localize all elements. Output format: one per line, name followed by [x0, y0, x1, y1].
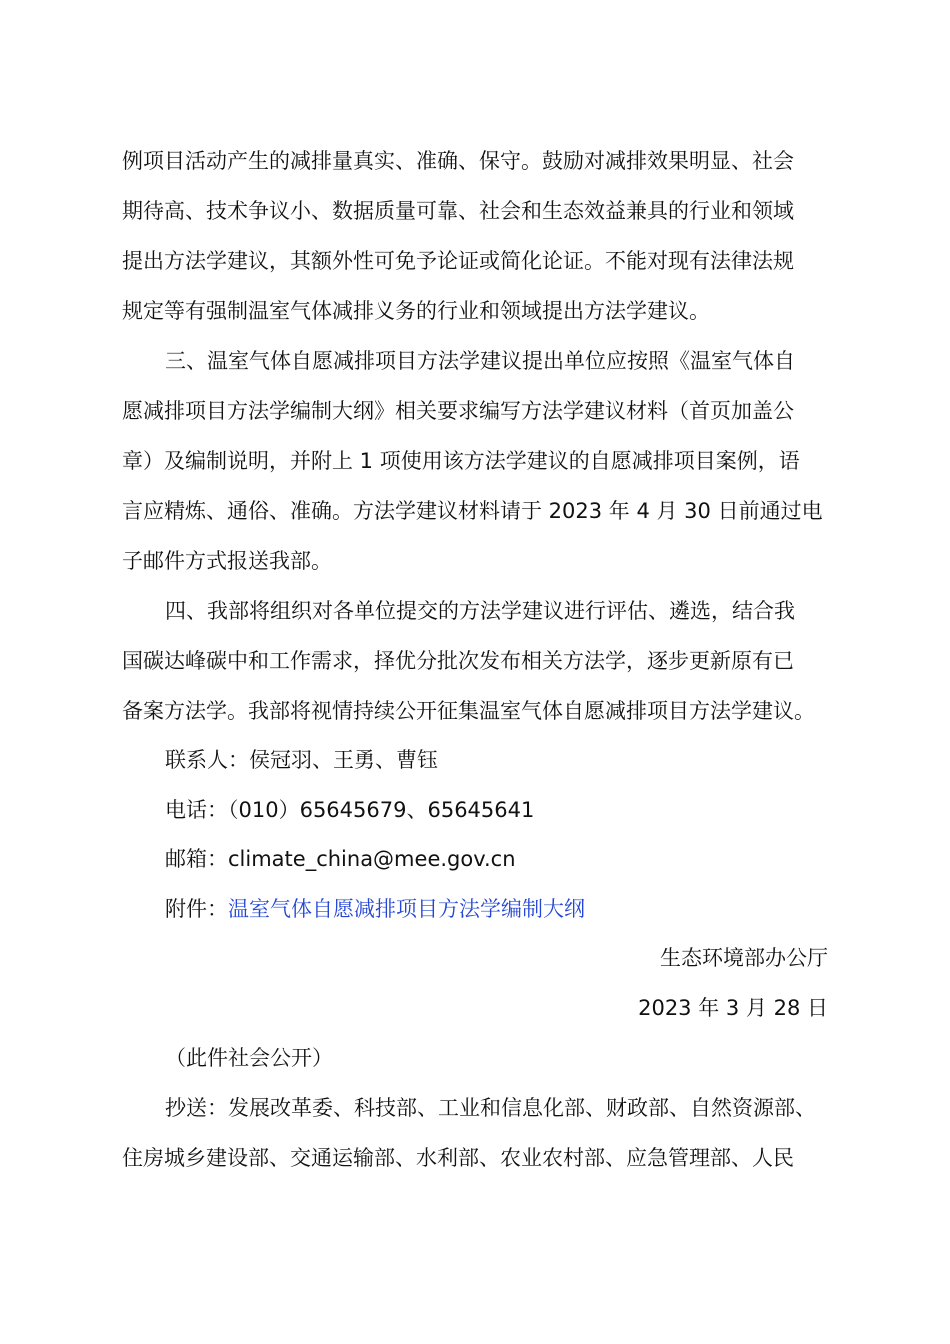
attachment-line	[165, 894, 585, 924]
paragraph-2-line-2: 期待高、技术争议小、数据质量可靠、社会和生态效益兼具的行业和领域	[122, 199, 794, 223]
paragraph-3-line-3: 章）及编制说明，并附上 1 项使用该方法学建议的自愿减排项目案例，语	[122, 449, 800, 473]
attachment-label: 附件：	[165, 897, 228, 921]
paragraph-3-line-1: 三、温室气体自愿减排项目方法学建议提出单位应按照《温室气体自	[165, 349, 795, 373]
signing-date: 2023 年 3 月 28 日	[638, 996, 828, 1020]
paragraph-2-line-3: 提出方法学建议，其额外性可免予论证或简化论证。不能对现有法律法规	[122, 249, 794, 273]
paragraph-3-line-2: 愿减排项目方法学编制大纲》相关要求编写方法学建议材料（首页加盖公	[122, 399, 794, 423]
contact-people: 联系人：侯冠羽、王勇、曹钰	[165, 748, 438, 772]
paragraph-4-line-1: 四、我部将组织对各单位提交的方法学建议进行评估、遴选，结合我	[165, 599, 795, 623]
paragraph-3-line-5: 子邮件方式报送我部。	[122, 549, 332, 573]
signing-office: 生态环境部办公厅	[660, 946, 828, 970]
disclosure-note: （此件社会公开）	[165, 1046, 333, 1070]
paragraph-2-line-1: 例项目活动产生的减排量真实、准确、保守。鼓励对减排效果明显、社会	[122, 149, 794, 173]
paragraph-4-line-2: 国碳达峰碳中和工作需求，择优分批次发布相关方法学，逐步更新原有已	[122, 649, 794, 673]
contact-email: 邮箱：climate_china@mee.gov.cn	[165, 847, 516, 871]
contact-phone: 电话：（010）65645679、65645641	[165, 798, 535, 822]
attachment-link[interactable]: 温室气体自愿减排项目方法学编制大纲	[228, 897, 585, 921]
paragraph-4-line-3: 备案方法学。我部将视情持续公开征集温室气体自愿减排项目方法学建议。	[122, 699, 815, 723]
paragraph-3-line-4: 言应精炼、通俗、准确。方法学建议材料请于 2023 年 4 月 30 日前通过电	[122, 499, 823, 523]
paragraph-2-line-4: 规定等有强制温室气体减排义务的行业和领域提出方法学建议。	[122, 299, 710, 323]
cc-line-1: 抄送：发展改革委、科技部、工业和信息化部、财政部、自然资源部、	[165, 1096, 816, 1120]
cc-line-2: 住房城乡建设部、交通运输部、水利部、农业农村部、应急管理部、人民	[122, 1146, 794, 1170]
